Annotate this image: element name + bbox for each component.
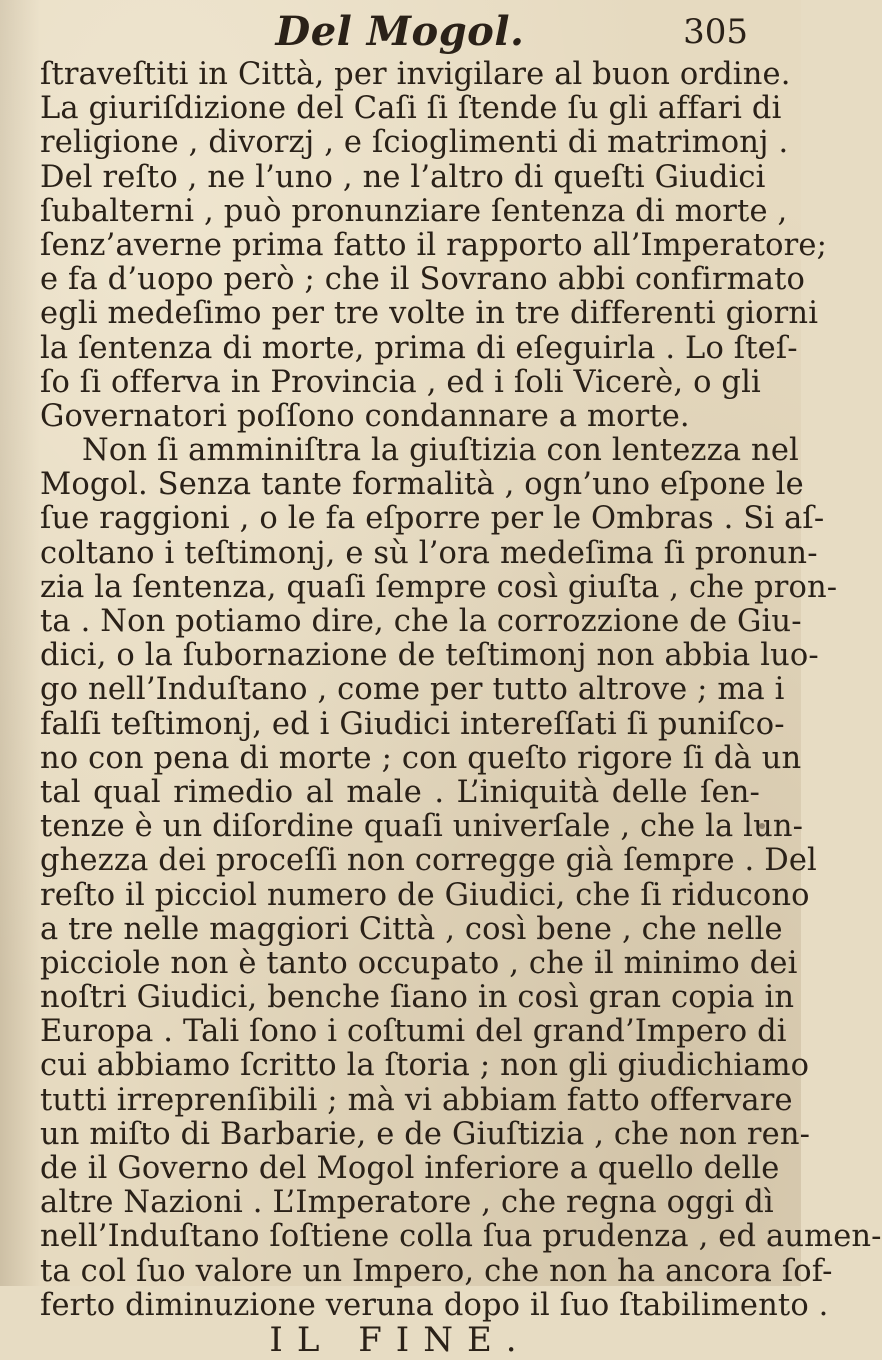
text-line: zia la ſentenza, quaſi ſempre così giuſta , che pron- <box>40 569 838 605</box>
paragraph-start-line: Non ſi amminiſtra la giuſtizia con lentezza nel <box>82 433 799 469</box>
page-number: 305 <box>683 12 748 52</box>
text-line: dici, o la ſubornazione de teſtimonj non abbia luo- <box>40 638 819 674</box>
text-line: falſi teſtimonj, ed i Giudici intereſſati ſi puniſco- <box>40 706 785 742</box>
text-line: Mogol. Senza tante formalità , ogn’uno eſpone le <box>40 467 804 503</box>
page-header <box>40 10 760 54</box>
finis-heading: IL FINE. <box>269 1319 531 1360</box>
text-line: go nell’Induſtano , come per tutto altrove ; ma i <box>40 672 785 708</box>
text-line: tal qual rimedio al male . L’iniquità delle ſen- <box>40 774 760 810</box>
body-text <box>40 57 882 1360</box>
text-line: nell’Induſtano ſoſtiene colla ſua prudenza , ed aumen- <box>40 1219 882 1255</box>
text-line: e fa d’uopo però ; che il Sovrano abbi confirmato <box>40 262 805 298</box>
text-line: noſtri Giudici, benche ſiano in così gran copia in <box>40 980 795 1016</box>
text-line: Del reſto , ne l’uno , ne l’altro di queſti Giudici <box>40 159 766 195</box>
running-title: Del Mogol. <box>275 8 525 55</box>
text-line: un miſto di Barbarie, e de Giuſtizia , che non ren- <box>40 1116 811 1152</box>
text-line: ta . Non potiamo dire, che la corrozzione de Giu- <box>40 604 802 639</box>
text-line: ſtraveſtiti in Città, per invigilare al buon ordine. <box>40 57 791 92</box>
paragraph-end-line: Governatori poſſono condannare a morte. <box>40 398 690 434</box>
text-line: La giuriſdizione del Caſi ſi ſtende ſu gli affari di <box>40 91 782 127</box>
text-line: la ſentenza di morte, prima di eſeguirla . Lo ſteſ- <box>40 330 798 366</box>
text-line: ſue raggioni , o le fa eſporre per le Ombras . Si aſ- <box>40 501 825 537</box>
text-line: egli medeſimo per tre volte in tre differenti giorni <box>40 296 819 332</box>
text-line: altre Nazioni . L’Imperatore , che regna oggi dì <box>40 1185 774 1221</box>
text-line: cui abbiamo ſcritto la ſtoria ; non gli giudichiamo <box>40 1048 810 1084</box>
text-line: religione , divorzj , e ſcioglimenti di matrimonj . <box>40 125 789 161</box>
text-line: tutti irreprenſibili ; mà vi abbiam fatto offervare <box>40 1082 793 1118</box>
text-line: de il Governo del Mogol inferiore a quello delle <box>40 1151 780 1186</box>
text-line: ta col ſuo valore un Impero, che non ha ancora ſof- <box>40 1253 833 1289</box>
text-line: ſenz’averne prima fatto il rapporto all’Imperatore; <box>40 227 828 263</box>
text-line: reſto il picciol numero de Giudici, che ſi riducono <box>40 877 810 913</box>
text-line: picciole non è tanto occupato , che il minimo dei <box>40 945 798 981</box>
text-line: no con pena di morte ; con queſto rigore ſi dà un <box>40 740 802 776</box>
text-line: ferto diminuzione veruna dopo il ſuo ſtabilimento . <box>40 1287 829 1323</box>
text-line: ſo ſi offerva in Provincia , ed i ſoli Vicerè, o gli <box>40 364 761 400</box>
ink-speck <box>759 823 765 829</box>
text-line: a tre nelle maggiori Città , così bene , che nelle <box>40 911 783 947</box>
text-line: ſubalterni , può pronunziare ſentenza di morte , <box>40 193 788 229</box>
text-line: coltano i teſtimonj, e sù l’ora medeſima ſi pronun- <box>40 535 818 571</box>
text-line: tenze è un diſordine quaſi univerſale , che la lun- <box>40 809 804 845</box>
text-line: ghezza dei proceſſi non corregge già ſempre . Del <box>40 843 817 879</box>
text-line: Europa . Tali ſono i coſtumi del grand’Impero di <box>40 1014 787 1050</box>
